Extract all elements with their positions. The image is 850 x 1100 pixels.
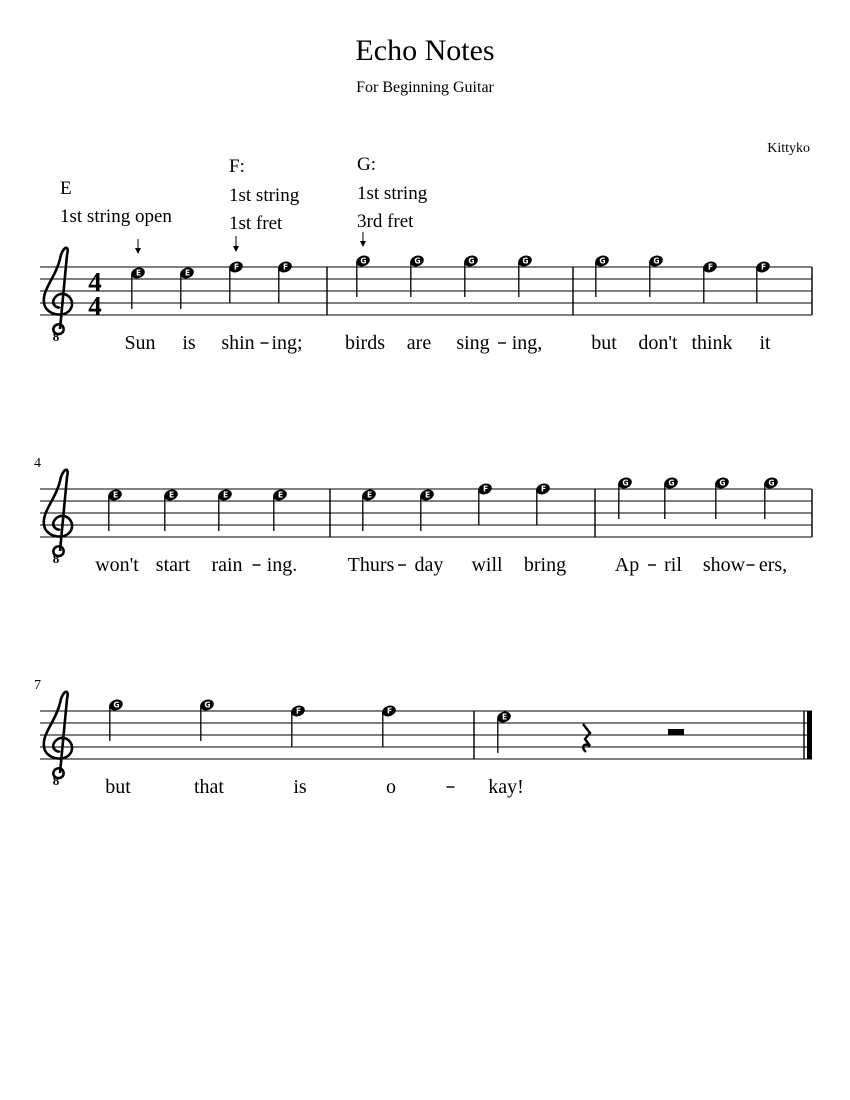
lyric-syllable: Thurs [347, 554, 395, 576]
note-g [512, 254, 543, 354]
note-letter: E [168, 490, 175, 500]
composer: Kittyko [767, 141, 810, 156]
note-letter: G [113, 700, 120, 710]
note-letter: E [366, 490, 373, 500]
lyric-syllable: ers, [758, 554, 788, 576]
half-rest-icon [668, 729, 684, 735]
lyric-syllable: that [194, 776, 224, 798]
clef-octave-mark: 8 [52, 551, 60, 566]
lyric-syllable: won't [95, 554, 139, 576]
clef-octave-mark: 8 [52, 329, 60, 344]
note-letter: G [360, 256, 367, 266]
note-letter: E [501, 712, 508, 722]
lyric-syllable: bring [523, 554, 567, 576]
note-letter: G [522, 256, 529, 266]
annotation-f-name: F: [229, 156, 245, 177]
lyric-syllable: Sun [124, 332, 156, 354]
note-letter: F [386, 706, 393, 716]
note-letter: G [204, 700, 211, 710]
note-g [663, 476, 683, 576]
note-letter: G [468, 256, 475, 266]
lyric-syllable: shin [221, 332, 255, 354]
note-letter: E [277, 490, 284, 500]
staff-system [34, 456, 812, 576]
note-letter: G [599, 256, 606, 266]
annotation-g-line2: 3rd fret [357, 211, 414, 232]
annotation-e-name: E [60, 178, 72, 199]
lyric-syllable: o [386, 776, 396, 798]
lyric-syllable: but [591, 332, 617, 354]
note-g [638, 254, 678, 354]
time-signature-top: 4 [88, 267, 102, 297]
note-g [345, 254, 385, 354]
note-letter: F [233, 262, 240, 272]
note-g [703, 476, 755, 576]
note-f [471, 482, 503, 576]
lyric-syllable: but [105, 776, 131, 798]
time-signature-bottom: 4 [88, 291, 102, 321]
annotation-g-line1: 1st string [357, 183, 428, 204]
annotation-e-line1: 1st string open [60, 206, 172, 227]
note-g [194, 698, 224, 798]
note-g [407, 254, 432, 354]
lyric-syllable: it [759, 332, 771, 354]
annotation-f-line2: 1st fret [229, 213, 283, 234]
lyric-syllable: will [471, 554, 503, 576]
note-letter: F [295, 706, 302, 716]
final-barline-thick [807, 711, 812, 759]
annotation-f-line1: 1st string [229, 185, 300, 206]
lyric-syllable: ing; [271, 332, 303, 354]
lyric-syllable: Ap [614, 554, 640, 576]
arrow-down-icon [233, 236, 239, 252]
lyric-syllable: rain [211, 554, 243, 576]
note-letter: G [414, 256, 421, 266]
note-g [105, 698, 131, 798]
note-f [271, 260, 302, 354]
note-letter: F [482, 484, 489, 494]
note-letter: G [719, 478, 726, 488]
note-letter: G [768, 478, 775, 488]
note-letter: G [622, 478, 629, 488]
lyric-syllable: kay! [488, 776, 524, 798]
clef-octave-mark: 8 [52, 773, 60, 788]
lyric-syllable: ril [664, 554, 682, 576]
lyric-syllable: ing, [511, 332, 543, 354]
lyric-syllable: don't [638, 332, 678, 354]
note-f [221, 260, 268, 354]
lyric-syllable: birds [345, 332, 385, 354]
lyric-syllable: sing [456, 332, 490, 354]
note-g [456, 254, 506, 354]
note-letter: E [424, 490, 431, 500]
note-letter: E [135, 268, 142, 278]
note-f [524, 482, 566, 576]
note-f [290, 704, 307, 798]
arrow-down-icon [135, 239, 141, 254]
lyric-syllable: are [406, 332, 432, 354]
quarter-rest-icon [583, 724, 590, 752]
note-g [759, 476, 787, 576]
note-g [615, 476, 656, 576]
note-letter: G [653, 256, 660, 266]
annotation-g-name: G: [357, 154, 376, 175]
measure-number: 4 [34, 456, 41, 471]
lyric-syllable: day [414, 554, 444, 576]
note-letter: F [707, 262, 714, 272]
note-letter: F [282, 262, 289, 272]
lyric-syllable: start [155, 554, 191, 576]
lyric-syllable: show [702, 554, 746, 576]
note-letter: G [668, 478, 675, 488]
lyric-syllable: think [691, 332, 733, 354]
staff-system [34, 678, 812, 798]
note-letter: E [112, 490, 119, 500]
subtitle: For Beginning Guitar [356, 79, 494, 96]
note-letter: E [184, 268, 191, 278]
note-letter: F [540, 484, 547, 494]
staff-system [40, 248, 812, 354]
arrow-down-icon [360, 232, 366, 247]
measure-number: 7 [34, 678, 41, 693]
lyric-syllable: ing. [266, 554, 298, 576]
title: Echo Notes [355, 34, 495, 67]
note-letter: E [222, 490, 229, 500]
note-f [691, 260, 732, 354]
lyric-syllable: is [293, 776, 307, 798]
note-f [755, 260, 772, 354]
note-letter: F [760, 262, 767, 272]
note-f [381, 704, 455, 798]
lyric-syllable: is [182, 332, 196, 354]
note-g [591, 254, 617, 354]
